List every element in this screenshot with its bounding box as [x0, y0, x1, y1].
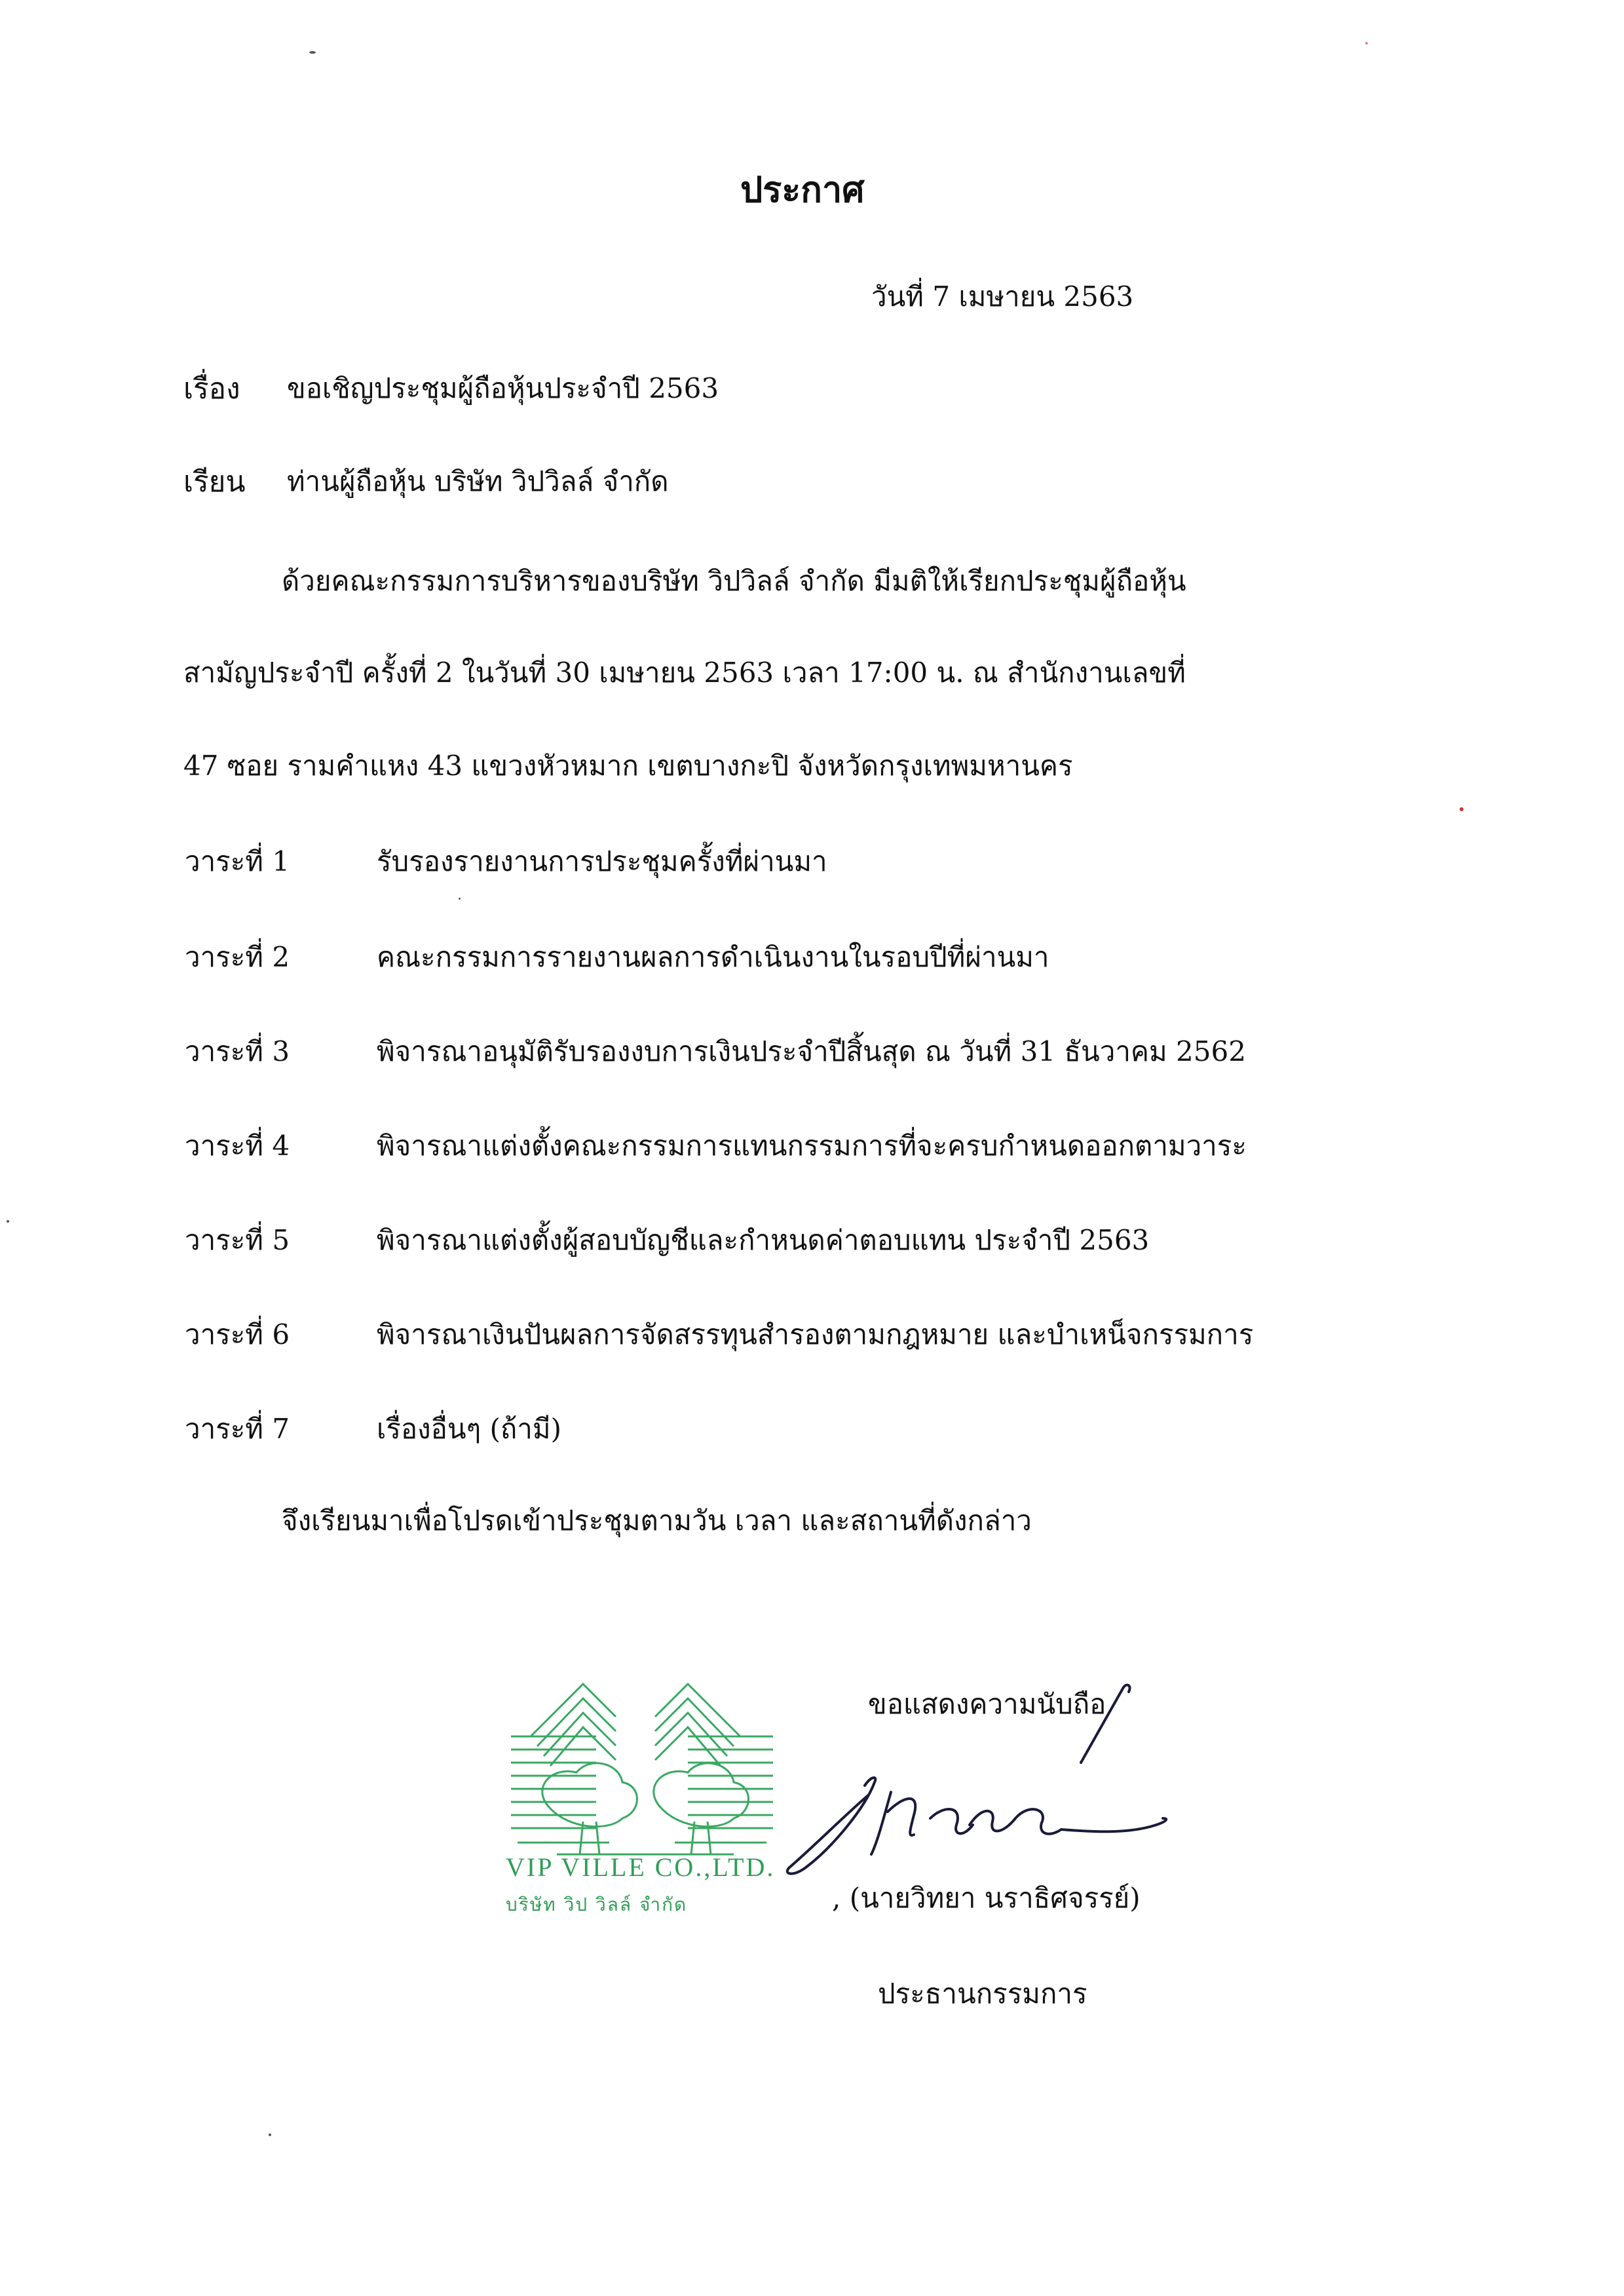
scan-speck: [309, 51, 316, 54]
agenda-item-text: พิจารณาแต่งตั้งผู้สอบบัญชีและกำหนดค่าตอบแทน ประจำปี 2563: [377, 1224, 1150, 1256]
agenda-item-label: วาระที่ 6: [185, 1318, 290, 1350]
agenda-item-label: วาระที่ 2: [185, 941, 290, 973]
signer-name: , (นายวิทยา นราธิศจรรย์): [832, 1882, 1141, 1914]
stamp-company-name-en: VIP VILLE CO.,LTD.: [506, 1852, 776, 1882]
agenda-item-label: วาระที่ 7: [185, 1413, 290, 1445]
scan-speck: [7, 1220, 9, 1223]
regards-text: ขอแสดงความนับถือ: [868, 1688, 1106, 1720]
agenda-item-label: วาระที่ 5: [185, 1224, 290, 1256]
agenda-item-label: วาระที่ 4: [185, 1130, 290, 1162]
agenda-item-text: พิจารณาเงินปันผลการจัดสรรทุนสำรองตามกฎหมาย และบำเหน็จกรรมการ: [377, 1318, 1254, 1350]
subject-text: ขอเชิญประชุมผู้ถือหุ้นประจำปี 2563: [287, 372, 719, 404]
scan-speck: [1365, 42, 1368, 45]
recipient-label: เรียน: [183, 465, 246, 499]
scan-speck: [459, 898, 461, 900]
agenda-item-text: พิจารณาอนุมัติรับรองงบการเงินประจำปีสิ้นสุด ณ วันที่ 31 ธันวาคม 2562: [377, 1035, 1246, 1067]
signer-position: ประธานกรรมการ: [878, 1978, 1087, 2010]
body-paragraph-line-1: ด้วยคณะกรรมการบริหารของบริษัท วิปวิลล์ จำกัด มีมติให้เรียกประชุมผู้ถือหุ้น: [282, 565, 1186, 597]
body-paragraph-line-3: 47 ซอย รามคำแหง 43 แขวงหัวหมาก เขตบางกะปิ จังหวัดกรุงเทพมหานคร: [183, 750, 1073, 782]
agenda-item-text: เรื่องอื่นๆ (ถ้ามี): [377, 1413, 561, 1445]
scan-speck: [269, 2133, 271, 2136]
agenda-item-text: คณะกรรมการรายงานผลการดำเนินงานในรอบปีที่ผ่านมา: [377, 941, 1049, 973]
signature-icon: [773, 1651, 1218, 1887]
stamp-company-name-th: บริษัท วิป วิลล์ จำกัด: [506, 1894, 688, 1915]
recipient-text: ท่านผู้ถือหุ้น บริษัท วิปวิลล์ จำกัด: [287, 465, 669, 497]
agenda-item-text: รับรองรายงานการประชุมครั้งที่ผ่านมา: [377, 845, 827, 877]
document-date: วันที่ 7 เมษายน 2563: [871, 280, 1134, 313]
scan-speck: [1460, 807, 1463, 811]
agenda-item-text: พิจารณาแต่งตั้งคณะกรรมการแทนกรรมการที่จะครบกำหนดออกตามวาระ: [377, 1130, 1247, 1162]
subject-label: เรื่อง: [183, 372, 240, 406]
agenda-item-label: วาระที่ 1: [185, 845, 290, 877]
agenda-item-label: วาระที่ 3: [185, 1035, 290, 1067]
closing-sentence: จึงเรียนมาเพื่อโปรดเข้าประชุมตามวัน เวลา และสถานที่ดังกล่าว: [282, 1504, 1032, 1537]
body-paragraph-line-2: สามัญประจำปี ครั้งที่ 2 ในวันที่ 30 เมษายน 2563 เวลา 17:00 น. ณ สำนักงานเลขที่: [183, 657, 1186, 689]
document-title: ประกาศ: [740, 168, 865, 210]
